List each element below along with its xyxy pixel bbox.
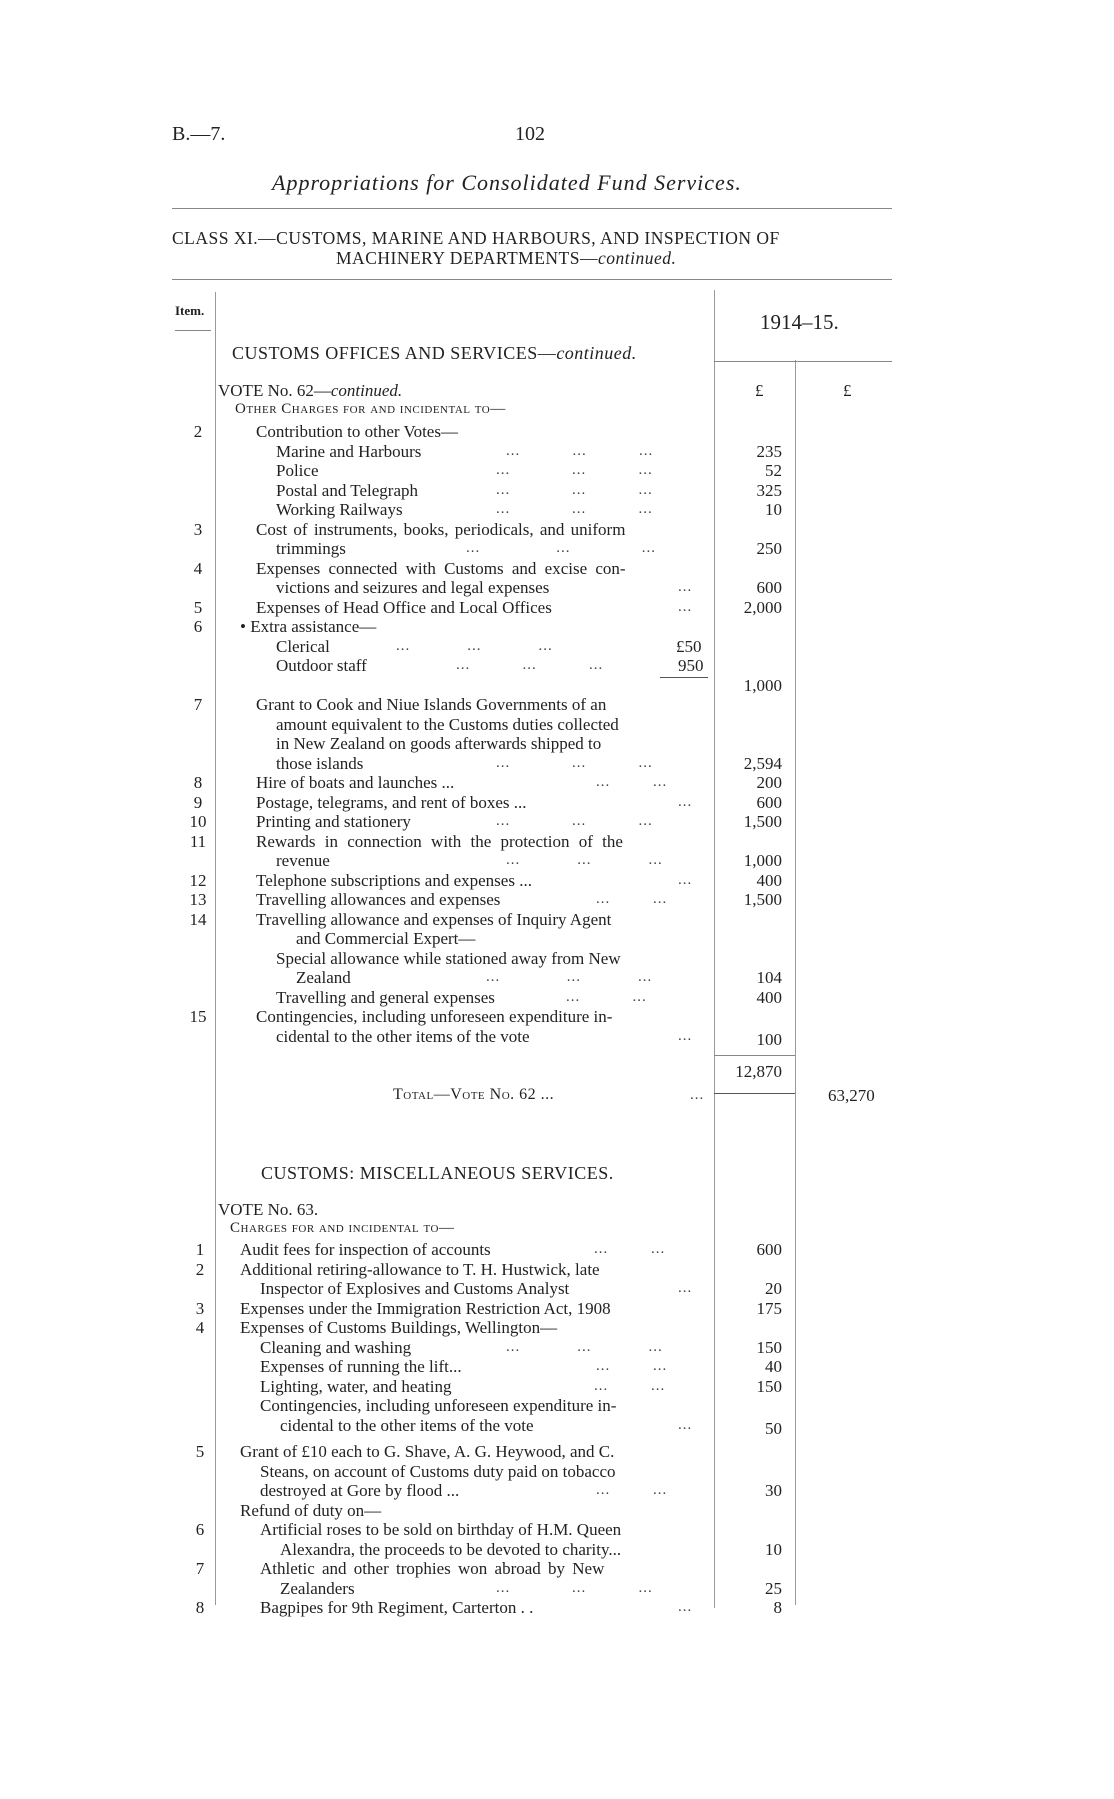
line-text: Expenses of Customs Buildings, Wellington— — [240, 1318, 558, 1337]
line-text: Printing and stationery — [256, 812, 411, 831]
amount: 235 — [756, 441, 782, 461]
class-heading-line2: MACHINERY DEPARTMENTS—continued. — [336, 248, 677, 268]
item-number: 2 — [195, 1259, 205, 1279]
section1-title: CUSTOMS OFFICES AND SERVICES—continued. — [232, 343, 637, 363]
line-text: Outdoor staff — [276, 656, 367, 675]
vote62-total-label: Total—Vote No. 62 ... — [393, 1086, 555, 1103]
item-column-header: Item. — [175, 303, 205, 318]
page: B.—7. 102 Appropriations for Consolidated Fund Services. CLASS XI.—CUSTOMS, MARINE AND HARBOURS, AND INSPECTION OF MACHINERY DEPARTMENTS—continued. Item. 1914–15. CUSTOMS OFFICES AND SERVICES—continued. VOTE No. 62—continued. Other Charges for and incidental to— £ £ 2 Contribution to other Votes— Marine and Harbours ... ... ... 235 Police ... ... ... 52 Postal and Telegraph ... ... ... 325 Working Railways ... ... ... 10 3 Cost of instruments, books, periodicals, and uniform trimmings ... ... ... 250 4 Expenses connected with Customs and excise con- victions and seizures and legal expenses ... 600 5 Expenses of Head Office and Local Offices ... 2,000 6 • Extra assistance— Clerical ... ... ... £50 Outdoor staff ... ... ... 950 1,000 7 Grant to Cook and Niue Islands Governments of an amount equivalent to the Customs duties collected in New Zealand on goods afterwards shipped to those islands ... ... ... 2,594 8 Hire of boats and launches ... ... ... 200 9 Postage, telegrams, and rent of boxes ... ... 600 10 Printing and stationery ... ... ... 1,500 11 Rewards in connection with the protection of the revenue ... ... ... 1,000 12 Telephone subscriptions and expenses ... ... 400 13 Travelling allowances and expenses ... ... 1,500 14 Travelling allowance and expenses of Inquiry Agent and Commercial Expert— Special allowance while stationed away from New Zealand ... ... ... 104 Travelling and general expenses ... ... 400 15 Contingencies, including unforeseen expenditure in- cidental to the other items of the vote ... 100 12,870 Total—Vote No. 62 ... ... 63,270 CUSTOMS: MISCELLANEOUS SERVICES. VOTE No. 63. Charges for and incidental to— 1 Audit fees for inspection of accounts ... ... 600 2 Additional retiring-allowance to T. H. Hustwick, late Inspector of Explosives and Customs Analyst ... 20 3 Expenses under the Immigration Restriction Act, 1908 175 4 Expenses of Customs Buildings, Wellington— Cleaning and washing ... ... ... 150 Expenses of running the lift... ... ... 40 Lighting, water, and heating ... ... 150 Contingencies, including unforeseen expenditure in- cidental to the other items of the vote ... 50 5 Grant of £10 each to G. Shave, A. G. Heywood, and C. Steans, on account of Customs duty paid on tobacco destroyed at Gore by flood ... ... ... 30 Refund of duty on— 6 Artificial roses to be sold on birthday of H.M. Queen Alexandra, the proceeds to be devoted to charity... 10 7 Athletic and other trophies won abroad by New Zealanders ... ... ... 25 8 Bagpipes for 9th Regiment, Carterton . . ... 8 — [0, 0, 1114, 1799]
line-text: cidental to the other items of the vote — [280, 1415, 534, 1435]
sub-amount: 950 — [678, 656, 704, 675]
line-text: Additional retiring-allowance to T. H. Hustwick, late — [240, 1259, 600, 1279]
pound-sign-col2: £ — [843, 381, 852, 400]
amount: 1,500 — [743, 890, 782, 909]
line-text: Expenses connected with Customs and excise con- — [256, 558, 626, 578]
amount: 1,000 — [743, 675, 782, 695]
line-text: Bagpipes for 9th Regiment, Carterton . . — [260, 1598, 534, 1617]
line-text: Artificial roses to be sold on birthday of H.M. Queen — [260, 1520, 622, 1539]
item-number: 6 — [195, 1520, 205, 1539]
line-text: revenue — [276, 851, 330, 870]
line-text: Hire of boats and launches ... — [256, 773, 455, 792]
amount: 20 — [765, 1279, 782, 1298]
line-text: Clerical — [276, 636, 330, 656]
line-text: Alexandra, the proceeds to be devoted to charity... — [280, 1539, 622, 1559]
line-text: Contribution to other Votes— — [256, 422, 458, 441]
item-number: 5 — [195, 1442, 205, 1461]
amount: 10 — [765, 1539, 782, 1559]
line-text: cidental to the other items of the vote — [276, 1026, 530, 1046]
amount: 150 — [756, 1376, 782, 1396]
line-text: Zealand — [296, 968, 351, 987]
other-charges-heading: Other Charges for and incidental to— — [235, 401, 506, 417]
line-text: Steans, on account of Customs duty paid on tobacco — [260, 1461, 616, 1481]
line-text: Athletic and other trophies won abroad by New — [260, 1559, 605, 1578]
line-text: • Extra assistance— — [240, 617, 377, 636]
item-number: 7 — [193, 695, 203, 714]
item-number: 12 — [189, 870, 207, 890]
amount: 40 — [765, 1357, 782, 1376]
amount: 250 — [756, 539, 782, 558]
document-reference: B.—7. — [172, 123, 226, 145]
amount: 2,594 — [743, 753, 782, 773]
page-title: Appropriations for Consolidated Fund Services. — [272, 170, 742, 195]
amount: 25 — [765, 1578, 782, 1598]
item-number: 9 — [193, 792, 203, 812]
line-text: those islands — [276, 753, 364, 773]
item-number: 5 — [193, 597, 203, 617]
line-text: Expenses under the Immigration Restriction Act, 1908 — [240, 1298, 611, 1318]
line-text: Grant to Cook and Niue Islands Governments of an — [256, 695, 607, 714]
line-text: Police — [276, 461, 319, 480]
line-text: Contingencies, including unforeseen expenditure in- — [260, 1396, 617, 1415]
item-number: 3 — [195, 1298, 205, 1318]
line-text: Travelling allowance and expenses of Inquiry Agent — [256, 909, 612, 929]
amount: 400 — [756, 987, 782, 1007]
line-text: Telephone subscriptions and expenses ... — [256, 870, 532, 890]
line-text: Working Railways — [276, 500, 403, 519]
amount: 30 — [765, 1481, 782, 1500]
sub-amount: £50 — [676, 636, 702, 656]
year-header-rule — [714, 361, 892, 362]
line-text: Audit fees for inspection of accounts — [240, 1240, 491, 1259]
line-text: Cost of instruments, books, periodicals, and uniform — [256, 519, 626, 539]
year-header: 1914–15. — [760, 310, 839, 334]
line-text: Marine and Harbours — [276, 441, 422, 461]
vote62-heading: VOTE No. 62—continued. — [218, 381, 403, 400]
line-text: Inspector of Explosives and Customs Analyst — [260, 1279, 570, 1298]
item-number: 1 — [195, 1240, 205, 1259]
item-number: 15 — [189, 1007, 207, 1026]
line-text: Contingencies, including unforeseen expenditure in- — [256, 1007, 613, 1026]
amount: 400 — [756, 870, 782, 890]
item-number: 13 — [189, 890, 207, 909]
amount: 600 — [756, 1240, 782, 1259]
vote62-total: 63,270 — [828, 1086, 875, 1105]
item-number: 8 — [195, 1598, 205, 1617]
amount: 2,000 — [743, 597, 782, 617]
line-text: Expenses of running the lift... — [260, 1357, 462, 1376]
item-number: 8 — [193, 773, 203, 792]
line-text: Travelling and general expenses — [276, 987, 495, 1007]
amount: 100 — [756, 1030, 782, 1049]
line-text: Cleaning and washing — [260, 1337, 412, 1357]
item-number: 7 — [195, 1559, 205, 1578]
item-number: 6 — [193, 617, 203, 636]
section2-title: CUSTOMS: MISCELLANEOUS SERVICES. — [261, 1163, 614, 1183]
amount: 200 — [756, 773, 782, 792]
item-header-rule — [175, 330, 211, 331]
pound-sign-col1: £ — [755, 381, 764, 400]
amount: 600 — [756, 578, 782, 597]
class-heading-line1: CLASS XI.—CUSTOMS, MARINE AND HARBOURS, AND INSPECTION OF — [172, 228, 780, 248]
subtotal-top-rule — [714, 1055, 795, 1056]
page-number: 102 — [515, 123, 545, 145]
item-number: 10 — [189, 812, 207, 831]
item-number: 14 — [189, 909, 207, 929]
amount: 325 — [756, 480, 782, 500]
item-number: 2 — [193, 422, 203, 441]
amount: 52 — [765, 461, 782, 480]
header-rule — [172, 208, 892, 209]
vote63-heading: VOTE No. 63. — [218, 1200, 319, 1219]
line-text: trimmings — [276, 539, 346, 558]
item-number: 11 — [189, 831, 207, 851]
class-heading-rule — [172, 279, 892, 280]
amount: 1,500 — [743, 812, 782, 831]
item-number: 3 — [193, 519, 203, 539]
line-text: Expenses of Head Office and Local Offices — [256, 597, 552, 617]
line-text: destroyed at Gore by flood ... — [260, 1481, 460, 1500]
subtotal-rule — [660, 677, 708, 678]
subtotal-bottom-rule — [714, 1093, 795, 1094]
item-number: 4 — [193, 558, 203, 578]
line-text: Lighting, water, and heating — [260, 1376, 452, 1396]
amount: 104 — [756, 968, 782, 987]
line-text: Zealanders — [280, 1578, 355, 1598]
item-column-divider — [215, 292, 216, 1605]
amount: 150 — [756, 1337, 782, 1357]
amount: 600 — [756, 792, 782, 812]
amount: 8 — [773, 1598, 782, 1617]
line-text: Postal and Telegraph — [276, 480, 419, 500]
amount: 10 — [765, 500, 782, 519]
line-text: Rewards in connection with the protection of the — [256, 831, 623, 851]
line-text: in New Zealand on goods afterwards shipped to — [276, 734, 602, 753]
line-text: Postage, telegrams, and rent of boxes ... — [256, 792, 527, 812]
charges-heading: Charges for and incidental to— — [230, 1220, 455, 1236]
line-text: Travelling allowances and expenses — [256, 890, 501, 909]
line-text: victions and seizures and legal expenses — [276, 578, 550, 597]
line-text: and Commercial Expert— — [296, 929, 476, 948]
item-number: 4 — [195, 1318, 205, 1337]
line-text: Special allowance while stationed away from New — [276, 948, 621, 968]
line-text: amount equivalent to the Customs duties collected — [276, 714, 619, 734]
subtotal-column-divider — [795, 360, 796, 1605]
amount: 1,000 — [743, 851, 782, 870]
amount: 50 — [765, 1419, 782, 1438]
vote62-subtotal: 12,870 — [735, 1062, 782, 1081]
line-text: Grant of £10 each to G. Shave, A. G. Heywood, and C. — [240, 1442, 615, 1461]
amount: 175 — [756, 1298, 782, 1318]
line-text: Refund of duty on— — [240, 1500, 382, 1520]
